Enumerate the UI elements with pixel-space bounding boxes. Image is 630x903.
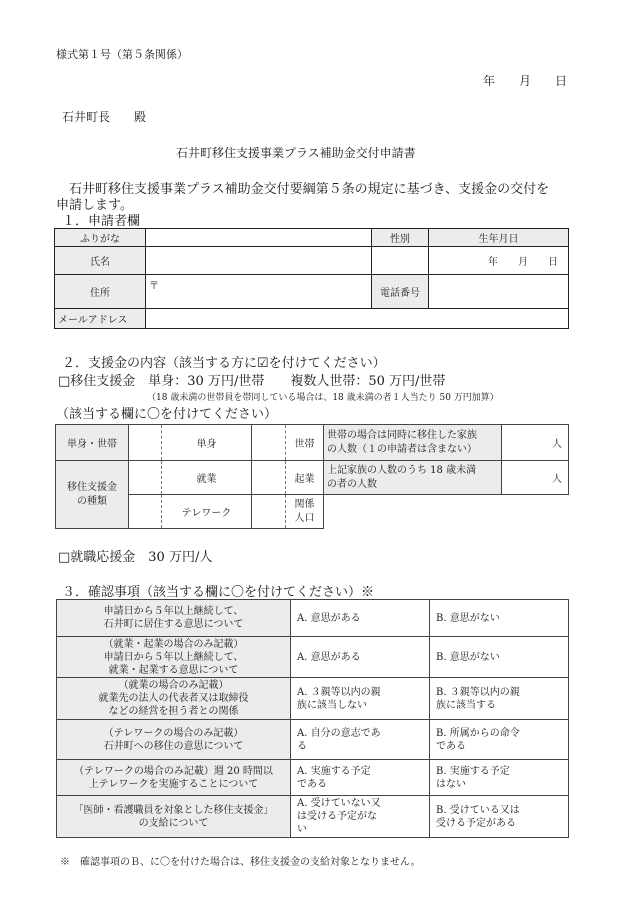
cell-line: （就業の場合のみ記載）: [118, 680, 229, 691]
confirmation-question: [57, 760, 291, 796]
applicant-table: [54, 228, 569, 329]
intro-line-1: 石井町移住支援事業プラス補助金交付要綱第５条の規定に基づき、支援金の交付を: [56, 182, 550, 197]
birthdate-field[interactable]: 年 月 日: [429, 247, 569, 275]
cell-line: A. 意思がある: [297, 612, 361, 624]
confirmation-row: [57, 678, 569, 720]
option-b-cell[interactable]: [430, 637, 569, 678]
option-b-cell[interactable]: [430, 760, 569, 796]
form-number: 様式第１号（第５条関係）: [56, 48, 188, 61]
phone-label: 電話番号: [372, 275, 429, 309]
option-a-cell[interactable]: [291, 678, 430, 720]
postal-mark: 〒: [149, 281, 159, 292]
confirmation-question: [57, 796, 291, 838]
household-option-label: 世帯: [286, 425, 324, 461]
confirmation-row: [57, 600, 569, 637]
cell-line: 石井町への移住の意思について: [103, 740, 244, 752]
cell-line: A. 自分の意志であ: [297, 727, 381, 739]
family-count-field[interactable]: 人: [502, 425, 569, 461]
household-label: 単身・世帯: [56, 425, 129, 461]
section3-heading: ３．確認事項（該当する欄に〇を付けてください）※: [62, 585, 375, 600]
confirmation-row: [57, 796, 569, 838]
confirmation-row: [57, 637, 569, 678]
document-title: 石井町移住支援事業プラス補助金交付申請書: [176, 146, 416, 160]
confirmation-question: [57, 678, 291, 720]
relocation-support-option[interactable]: □移住支援金 単身：30 万円/世帯 複数人世帯：50 万円/世帯: [58, 374, 446, 389]
confirmation-row: [57, 760, 569, 796]
household-check[interactable]: [252, 425, 286, 461]
option-a-cell[interactable]: [291, 720, 430, 760]
cell-line: 就業先の法人の代表者又は取締役: [98, 693, 249, 704]
cell-line: 族に該当しない: [297, 699, 367, 711]
addressee: 石井町長 殿: [62, 110, 147, 124]
email-label: メールアドレス: [55, 309, 146, 329]
single-check[interactable]: [129, 425, 162, 461]
cell-line: A. 受けていない又: [297, 798, 381, 809]
option-b-cell[interactable]: [430, 796, 569, 838]
option-a-cell[interactable]: [291, 637, 430, 678]
cell-line: 申請日から５年以上継続して、: [103, 606, 244, 617]
cell-line: （就業・起業の場合のみ記載）: [103, 638, 244, 650]
startup-label: 起業: [286, 461, 324, 495]
section1-heading: １．申請者欄: [62, 214, 141, 229]
cell-line: などの経営を担う者との関係: [108, 706, 239, 717]
gender-label: 性別: [372, 229, 429, 247]
single-label: 単身: [162, 425, 252, 461]
option-a-cell[interactable]: [291, 796, 430, 838]
birthdate-label: 生年月日: [429, 229, 569, 247]
cell-line: の支給について: [138, 817, 209, 829]
minor-count-label: 上記家族の人数のうち 18 歳未満 の者の人数: [324, 461, 502, 495]
telework-check[interactable]: [129, 495, 162, 529]
option-b-cell[interactable]: [430, 678, 569, 720]
option-b-cell[interactable]: [430, 720, 569, 760]
relocation-note: （18 歳未満の世帯員を帯同している場合は、18 歳未満の者１人当たり 50 万円加算）: [147, 393, 499, 403]
job-support-option[interactable]: □就職応援金 30 万円/人: [58, 550, 213, 565]
cell-line: B. 受けている又は: [436, 804, 520, 816]
cell-line: 石井町に居住する意思について: [103, 619, 244, 630]
cell-line: B. 意思がない: [436, 612, 500, 624]
phone-field[interactable]: [429, 275, 569, 309]
cell-line: A. 実施する予定: [297, 765, 371, 777]
circle-note: （該当する欄に〇を付けてください）: [56, 407, 278, 422]
date-line: 年 月 日: [483, 74, 568, 88]
cell-line: 就業・起業する意思について: [108, 664, 239, 676]
confirmation-question: [57, 637, 291, 678]
cell-line: B. 所属からの命令: [436, 727, 520, 739]
option-a-cell[interactable]: [291, 760, 430, 796]
confirmation-table: [56, 599, 569, 838]
family-count-label: 世帯の場合は同時に移住した家族 の人数（１の申請者は含まない）: [324, 425, 502, 461]
gender-field[interactable]: [372, 247, 429, 275]
confirmation-row: [57, 720, 569, 760]
cell-line: B. ３親等以内の親: [436, 686, 520, 698]
option-a-cell[interactable]: [291, 600, 430, 637]
cell-line: である: [436, 740, 466, 752]
support-type-label: 移住支援金 の種類: [56, 461, 129, 529]
section2-heading: ２．支援金の内容（該当する方に☑を付けてください）: [62, 356, 386, 371]
cell-line: 「医師・看護職員を対象とした移住支援金」: [73, 804, 274, 816]
cell-line: 族に該当する: [436, 699, 496, 711]
cell-line: 受ける予定がある: [436, 817, 516, 829]
cell-line: である: [297, 778, 327, 790]
cell-line: A. ３親等以内の親: [297, 686, 381, 698]
address-label: 住所: [55, 275, 146, 309]
cell-line: B. 実施する予定: [436, 765, 510, 777]
email-field[interactable]: [146, 309, 569, 329]
cell-line: い: [297, 824, 307, 835]
cell-line: 上テレワークを実施することについて: [88, 778, 259, 790]
related-population-check[interactable]: [252, 495, 286, 529]
telework-label: テレワーク: [162, 495, 252, 529]
family-count-table: [323, 424, 569, 495]
cell-line: （テレワークの場合のみ記載）: [103, 727, 244, 739]
cell-line: B. 意思がない: [436, 651, 500, 663]
cell-line: はない: [436, 778, 466, 790]
confirmation-question: [57, 720, 291, 760]
intro-line-2: 申請します。: [56, 198, 133, 213]
name-field[interactable]: [146, 247, 372, 275]
startup-check[interactable]: [252, 461, 286, 495]
cell-line: は受ける予定がな: [297, 811, 377, 822]
name-label: 氏名: [55, 247, 146, 275]
furigana-field[interactable]: [146, 229, 372, 247]
employment-label: 就業: [162, 461, 252, 495]
employment-check[interactable]: [129, 461, 162, 495]
support-type-table: [55, 424, 324, 529]
cell-line: る: [297, 740, 307, 752]
related-population-label: 関係 人口: [286, 495, 324, 529]
cell-line: A. 意思がある: [297, 651, 361, 663]
minor-count-field[interactable]: 人: [502, 461, 569, 495]
address-field[interactable]: [146, 275, 372, 309]
option-b-cell[interactable]: [430, 600, 569, 637]
cell-line: 申請日から５年以上継続して、: [103, 651, 244, 663]
furigana-label: ふりがな: [55, 229, 146, 247]
confirmation-question: [57, 600, 291, 637]
footnote: ※ 確認事項のＢ、に〇を付けた場合は、移住支援金の支給対象となりません。: [60, 857, 421, 868]
cell-line: （テレワークの場合のみ記載）週 20 時間以: [74, 765, 273, 777]
